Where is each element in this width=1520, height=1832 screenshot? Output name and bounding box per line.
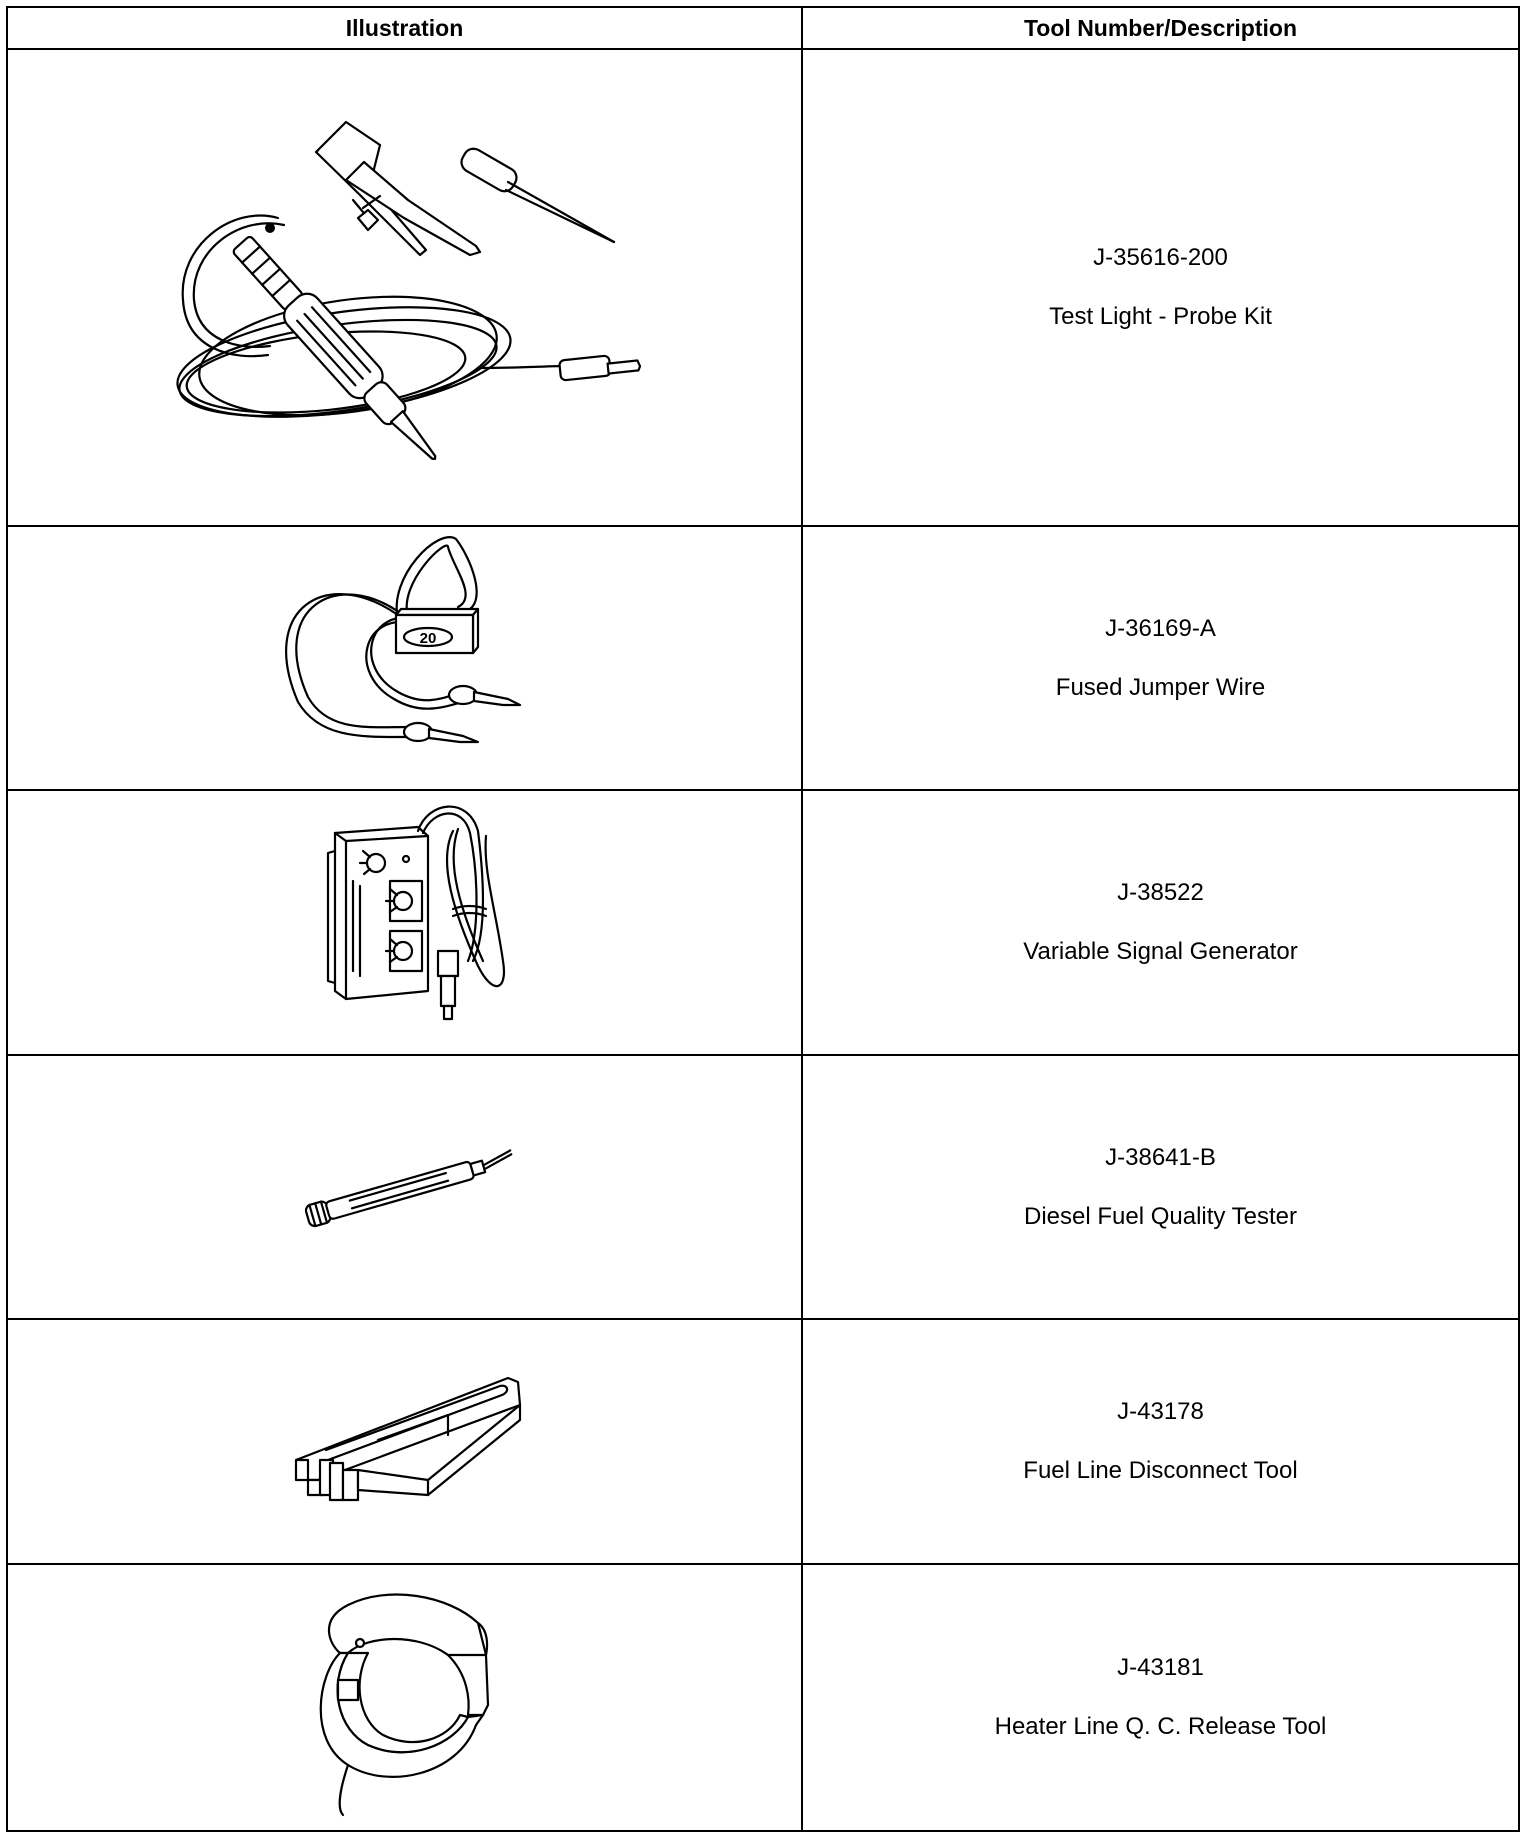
table-row — [7, 1319, 1519, 1564]
tool-number: J-38522 — [1117, 879, 1204, 906]
tool-description: Heater Line Q. C. Release Tool — [994, 1713, 1327, 1740]
table-row — [7, 49, 1519, 526]
description-cell — [802, 1319, 1519, 1564]
illustration-cell — [7, 790, 802, 1055]
description-cell — [802, 1055, 1519, 1319]
tool-description: Fused Jumper Wire — [1055, 673, 1266, 701]
illustration-cell — [7, 1564, 802, 1831]
illustration-cell — [7, 526, 802, 790]
variable-signal-generator-illustration — [8, 791, 803, 1054]
table-row — [7, 1055, 1519, 1319]
table-row — [7, 790, 1519, 1055]
table-row — [7, 526, 1519, 790]
table-row — [7, 1564, 1519, 1831]
header-tool-number-description: Tool Number/Description — [802, 7, 1519, 49]
description-cell — [802, 790, 1519, 1055]
special-tools-table — [6, 6, 1520, 1832]
tool-description: Fuel Line Disconnect Tool — [1023, 1457, 1298, 1484]
description-cell — [802, 526, 1519, 790]
illustration-cell — [7, 1319, 802, 1564]
tool-description: Diesel Fuel Quality Tester — [1024, 1202, 1297, 1230]
illustration-cell — [7, 1055, 802, 1319]
tool-number: J-38641-B — [1105, 1143, 1216, 1171]
diesel-fuel-quality-tester-illustration — [8, 1056, 803, 1318]
tool-description: Variable Signal Generator — [1023, 938, 1298, 965]
table-header-row — [7, 7, 1519, 49]
tool-description: Test Light - Probe Kit — [1049, 303, 1272, 330]
description-cell — [802, 49, 1519, 526]
heater-line-release-tool-illustration — [8, 1565, 803, 1830]
tool-number: J-43181 — [1117, 1654, 1204, 1681]
fused-jumper-wire-illustration — [8, 527, 803, 789]
illustration-cell — [7, 49, 802, 526]
tool-number: J-43178 — [1117, 1398, 1204, 1425]
test-light-probe-kit-illustration — [8, 50, 803, 525]
fuse-rating-label: 20 — [419, 630, 437, 647]
tool-number: J-35616-200 — [1093, 244, 1228, 271]
description-cell — [802, 1564, 1519, 1831]
header-illustration: Illustration — [7, 7, 802, 49]
fuel-line-disconnect-tool-illustration — [8, 1320, 803, 1563]
tool-number: J-36169-A — [1105, 614, 1216, 642]
